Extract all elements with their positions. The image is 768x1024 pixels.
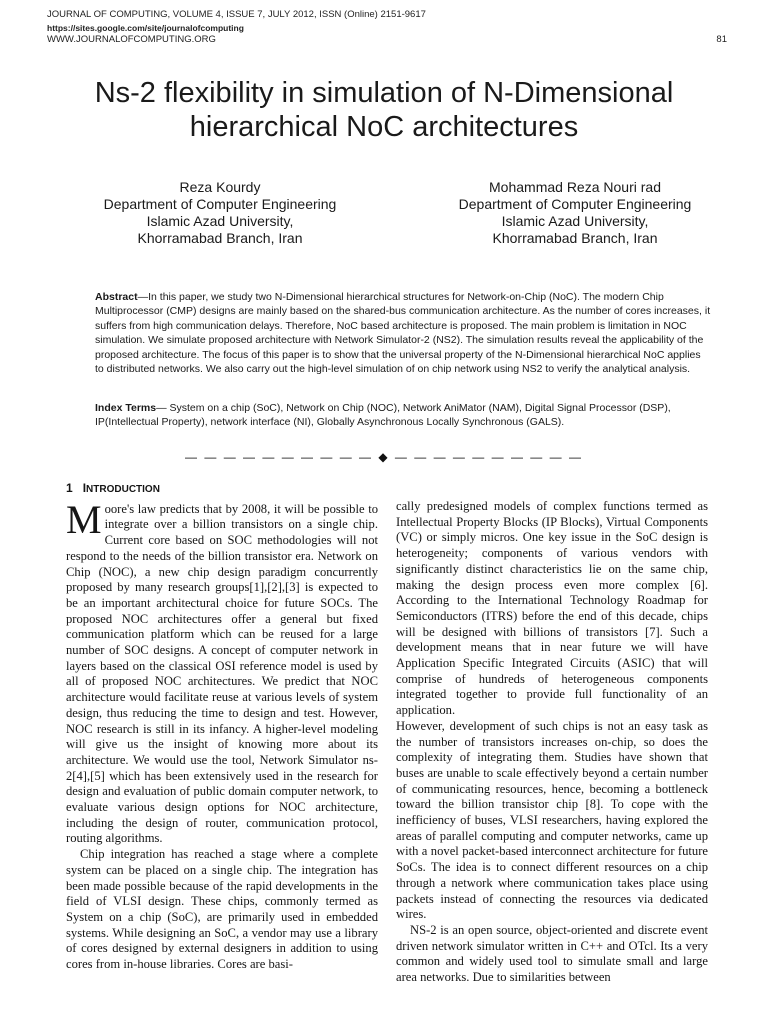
index-terms-text: System on a chip (SoC), Network on Chip (NOC), Network AniMator (NAM), Digital Signal Processor (DSP), IP(Intellectual Property), network interface (NI), Globally Asynchronous Locally Synchronous (GALS). <box>95 402 671 429</box>
paper-title <box>30 76 738 144</box>
abstract-dash: — <box>137 291 149 303</box>
author-block-1 <box>70 179 370 247</box>
right-column <box>396 499 708 986</box>
left-column <box>66 481 378 973</box>
author-univ: Islamic Azad University, <box>501 213 649 229</box>
author-name: Reza Kourdy <box>179 179 261 195</box>
title-line-1: Ns-2 flexibility in simulation of N-Dimensional <box>94 77 674 109</box>
section-title-initial: I <box>82 481 87 495</box>
title-line-2: hierarchical NoC architectures <box>189 111 579 143</box>
author-dept: Department of Computer Engineering <box>458 196 692 212</box>
index-terms <box>95 401 711 430</box>
abstract-text: In this paper, we study two N-Dimensional hierarchical structures for Network-on-Chip (NoC). The modern Chip Multiprocessor (CMP) designs are mainly based on the shared-bus communication architecture. As the number of cores increases, it suffers from high communication delays. Therefore, NoC based architecture is proposed. The main problem is limitation in NOC simulation. We simulate proposed architecture with Network Simulator-2 (NS2). The simulation results reveal the applicability of the proposed architecture. The focus of this paper is to show that the universal property of the N-Dimensional hierarchical NoC applies to distributed networks. We also carry out the high-level simulation of on chip network using NS2 to verify the analytical analysis. <box>95 291 711 376</box>
running-header <box>47 9 727 47</box>
author-block-2 <box>425 179 725 247</box>
section-number: 1 <box>66 481 73 495</box>
paragraph <box>66 496 378 847</box>
paragraph: Chip integration has reached a stage where a complete system can be placed on a single chip. The integration has been made possible because of the rapid developments in the field of VLSI design. These chips, commonly termed as System on a chip (SoC), are primarily used in embedded systems. While designing an SoC, a vendor may use a library of cores designed by external designers in addition to using cores from in-house libraries. Cores are basi- <box>66 847 378 972</box>
index-terms-dash: — <box>156 402 170 414</box>
paragraph-text: oore's law predicts that by 2008, it will be possible to integrate over a billion transistors on a single chip. Current core based on SOC methodologies will not respond to the needs of the billion transistor era. Network on Chip (NOC), a new chip design paradigm concurrently proposed by many research groups[1],[2],[3] is expected to be an important architectural choice for future SOCs. The proposed NOC architectures offer a general but fixed communication platform which can be reused for a large number of SOC designs. A concept of computer network in layers based on the classical OSI reference model is used by all of proposed NOC architectures. We predict that NOC architecture would facilitate reuse at various levels of system design, thus reducing the time to design and test. However, NOC research is still in its infancy. A higher-level modeling will give us the insight of knowing more about its architecture. We would use the tool, Network Simulator ns-2[4],[5] which has been extensively used in the research for design and evaluation of public domain computer network, to evaluate various design options for NOC architecture, including the design of router, communication protocol, routing algorithms. <box>66 501 378 846</box>
author-name: Mohammad Reza Nouri rad <box>489 179 661 195</box>
paragraph: cally predesigned models of complex functions termed as Intellectual Property Blocks (IP Blocks), Virtual Components (VC) or simply micros. One key issue in the SoC design is heterogeneity; components of various vendors with significantly distinct characteristics lie on the same chip, making the design process even more complex [6]. According to the International Technology Roadmap for Semiconductors (ITRS) before the end of this decade, chips will be designed with billions of transistors [7]. Such a development means that in near future we will have Application Specific Integrated Circuits (ASIC) that will comprise of hundreds of heterogeneous components integrated together to provide full functionality of an application. <box>396 499 708 718</box>
abstract-label: Abstract <box>95 291 138 303</box>
paragraph: However, development of such chips is not an easy task as the number of transistors increases on-chip, so does the complexity of integrating them. Studies have shown that buses are unable to scale effectively beyond a certain number of communicating resources, hence, becoming a bottleneck toward the billion transistor chip [8]. To cope with the inefficiency of buses, VLSI researchers, having explored the areas of parallel computing and computer networks, came up with a novel packet-based interconnect architecture for future SoCs. The idea is to connect different resources on a chip through a network where communication takes place using packets instead of connecting the resources via dedicated wires. <box>396 718 708 922</box>
journal-site[interactable]: WWW.JOURNALOFCOMPUTING.ORG <box>47 34 216 45</box>
paragraph: NS-2 is an open source, object-oriented and discrete event driven network simulator written in C++ and OTcl. Its a very common and widely used tool to simulate small and large area networks. Due to similarities between <box>396 922 708 985</box>
drop-cap: M <box>66 496 102 542</box>
author-branch: Khorramabad Branch, Iran <box>137 230 303 246</box>
section-heading <box>66 481 378 498</box>
page-number: 81 <box>716 34 727 45</box>
section-divider: — — — — — — — — — — ◆ — — — — — — — — — — <box>185 450 583 464</box>
journal-url[interactable]: https://sites.google.com/site/journalofcomputing <box>47 22 244 33</box>
journal-line: JOURNAL OF COMPUTING, VOLUME 4, ISSUE 7, JULY 2012, ISSN (Online) 2151-9617 <box>47 9 426 20</box>
abstract <box>95 290 711 376</box>
index-terms-label: Index Terms <box>95 402 157 414</box>
section-title-rest: NTRODUCTION <box>86 484 160 495</box>
author-univ: Islamic Azad University, <box>146 213 294 229</box>
author-branch: Khorramabad Branch, Iran <box>492 230 658 246</box>
author-dept: Department of Computer Engineering <box>103 196 337 212</box>
